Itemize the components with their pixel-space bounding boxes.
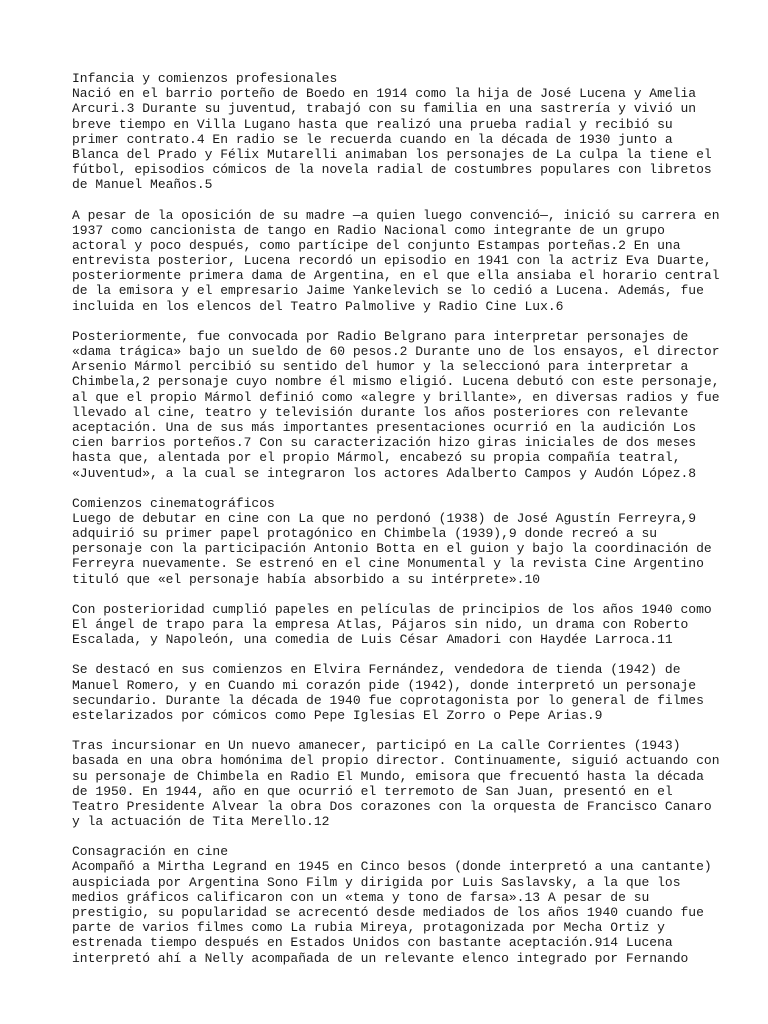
text-line: Se destacó en sus comienzos en Elvira Fernández, vendedora de tienda (1942) de	[72, 662, 681, 678]
text-line: Con posterioridad cumplió papeles en películas de principios de los años 1940 como	[72, 601, 712, 617]
text-line: Blanca del Prado y Félix Mutarelli animaban los personajes de La culpa la tiene el	[72, 146, 712, 162]
text-line: aceptación. Una de sus más importantes presentaciones ocurrió en la audición Los	[72, 419, 697, 435]
paragraph	[72, 71, 712, 193]
text-line: 1937 como cancionista de tango en Radio Nacional como integrante de un grupo	[72, 222, 665, 238]
document-body	[72, 71, 720, 981]
text-line: Ferreyra nuevamente. Se estrenó en el cine Monumental y la revista Cine Argentino	[72, 556, 704, 572]
text-line: Manuel Romero, y en Cuando mi corazón pide (1942), donde interpretó un personaje	[72, 677, 697, 693]
paragraph	[72, 662, 712, 723]
text-line: y la actuación de Tita Merello.12	[72, 814, 330, 830]
text-line: Arcuri.3 Durante su juventud, trabajó con su familia en una sastrería y vivió un	[72, 101, 697, 117]
text-line: Acompañó a Mirtha Legrand en 1945 en Cinco besos (donde interpretó a una cantante)	[72, 859, 712, 875]
text-line: personaje con la participación Antonio Botta en el guion y bajo la coordinación de	[72, 541, 712, 557]
text-line: de la emisora y el empresario Jaime Yankelevich se lo cedió a Lucena. Además, fue	[72, 283, 704, 299]
text-line: llevado al cine, teatro y televisión durante los años posteriores con relevante	[72, 404, 689, 420]
paragraph	[72, 844, 712, 966]
text-line: medios gráficos calificaron con un «tema y tono de farsa».13 A pesar de su	[72, 889, 650, 905]
text-line: Tras incursionar en Un nuevo amanecer, participó en La calle Corrientes (1943)	[72, 738, 681, 754]
text-line: posteriormente primera dama de Argentina, en el que ella ansiaba el horario central	[72, 268, 720, 284]
text-line: Posteriormente, fue convocada por Radio Belgrano para interpretar personajes de	[72, 328, 689, 344]
text-line: A pesar de la oposición de su madre —a quien luego convenció—, inició su carrera en	[72, 207, 720, 223]
section-heading: Infancia y comienzos profesionales	[72, 71, 338, 86]
text-line: estrenada tiempo después en Estados Unidos con bastante aceptación.914 Lucena	[72, 935, 673, 951]
text-line: interpretó ahí a Nelly acompañada de un relevante elenco integrado por Fernando	[72, 950, 689, 966]
text-line: Escalada, y Napoleón, una comedia de Luis César Amadori con Haydée Larroca.11	[72, 632, 673, 648]
text-line: El ángel de trapo para la empresa Atlas, Pájaros sin nido, un drama con Roberto	[72, 617, 689, 632]
text-line: breve tiempo en Villa Lugano hasta que realizó una prueba radial y recibió su	[72, 116, 673, 132]
text-line: primer contrato.4 En radio se le recuerda cuando en la década de 1930 junto a	[72, 131, 673, 147]
paragraph	[72, 496, 712, 587]
text-line: prestigio, su popularidad se acrecentó desde mediados de los años 1940 cuando fue	[72, 905, 704, 920]
text-line: actoral y poco después, como partícipe del conjunto Estampas porteñas.2 En una	[72, 237, 681, 253]
text-line: Teatro Presidente Alvear la obra Dos corazones con la orquesta de Francisco Canaro	[72, 798, 712, 814]
text-line: auspiciada por Argentina Sono Film y dirigida por Luis Saslavsky, a la que los	[72, 874, 681, 890]
text-line: «dama trágica» bajo un sueldo de 60 pesos.2 Durante uno de los ensayos, el director	[72, 344, 720, 359]
text-line: basada en una obra homónima del propio director. Continuamente, siguió actuando con	[72, 753, 720, 769]
section-heading: Consagración en cine	[72, 844, 229, 860]
paragraph	[72, 602, 712, 648]
text-line: hasta que, alentada por el propio Mármol, encabezó su propia compañía teatral,	[72, 450, 681, 466]
text-line: Nació en el barrio porteño de Boedo en 1914 como la hija de José Lucena y Amelia	[72, 86, 697, 102]
paragraph	[72, 738, 720, 830]
text-line: de 1950. En 1944, año en que ocurrió el terremoto de San Juan, presentó en el	[72, 783, 673, 799]
text-line: fútbol, episodios cómicos de la novela radial de costumbres populares con libretos	[72, 162, 712, 178]
text-line: Luego de debutar en cine con La que no perdonó (1938) de José Agustín Ferreyra,9	[72, 510, 697, 526]
text-line: secundario. Durante la década de 1940 fue coprotagonista por lo general de filmes	[72, 692, 704, 708]
text-line: parte de varios filmes como La rubia Mireya, protagonizada por Mecha Ortiz y	[72, 920, 665, 936]
text-line: incluida en los elencos del Teatro Palmolive y Radio Cine Lux.6	[72, 298, 564, 314]
text-line: cien barrios porteños.7 Con su caracterización hizo giras iniciales de dos meses	[72, 435, 697, 451]
text-line: estelarizados por cómicos como Pepe Iglesias El Zorro o Pepe Arias.9	[72, 707, 603, 723]
text-line: tituló que «el personaje había absorbido a su intérprete».10	[72, 571, 541, 587]
text-line: adquirió su primer papel protagónico en Chimbela (1939),9 donde recreó a su	[72, 526, 658, 542]
text-line: su personaje de Chimbela en Radio El Mundo, emisora que frecuentó hasta la década	[72, 768, 704, 784]
text-line: «Juventud», a la cual se integraron los actores Adalberto Campos y Audón López.8	[72, 465, 697, 481]
paragraph	[72, 328, 720, 481]
text-line: entrevista posterior, Lucena recordó un episodio en 1941 con la actriz Eva Duarte,	[72, 253, 712, 269]
text-line: Chimbela,2 personaje cuyo nombre él mismo eligió. Lucena debutó con este personaje,	[72, 374, 720, 390]
paragraph	[72, 207, 720, 314]
text-line: Arsenio Mármol percibió su sentido del humor y la seleccionó para interpretar a	[72, 359, 689, 375]
text-line: al que el propio Mármol definió como «alegre y brillante», en diversas radios y fue	[72, 389, 720, 405]
section-heading: Comienzos cinematográficos	[72, 495, 275, 511]
text-line: de Manuel Meaños.5	[72, 177, 213, 193]
